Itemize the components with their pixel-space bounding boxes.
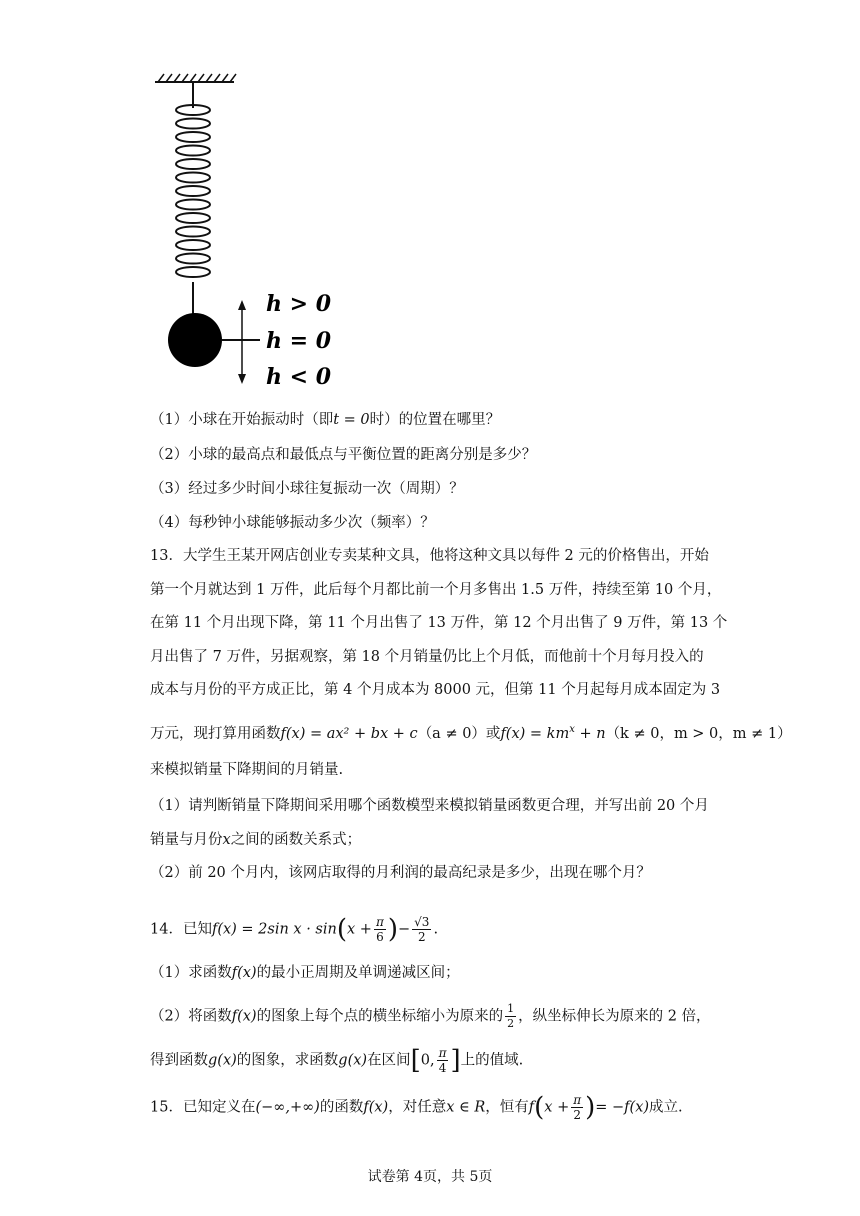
label-h-positive: h > 0 — [266, 291, 332, 317]
q13-sub1b: 销量与月份x之间的函数关系式； — [150, 832, 362, 848]
q13-line2: 第一个月就达到 1 万件，此后每个月都比前一个月多售出 1.5 万件，持续至第 10 个月， — [150, 582, 722, 598]
q12-sub3: （3）经过多少时间小球往复振动一次（周期）？ — [150, 481, 464, 497]
spring-coil — [176, 227, 210, 237]
frac-pi-6: $\frac{\pi}{6}$ — [375, 915, 384, 944]
spring-diagram — [150, 68, 350, 398]
frac-pi-2: $\frac{\pi}{2}$ — [573, 1093, 582, 1122]
label-h-negative: h < 0 — [266, 364, 332, 390]
q13-sub2: （2）前 20 个月内，该网店取得的月利润的最高纪录是多少，出现在哪个月？ — [150, 865, 651, 881]
spring-coil — [176, 200, 210, 210]
spring-coil — [176, 119, 210, 129]
spring-coil — [176, 267, 210, 277]
frac-pi-4: $\frac{\pi}{4}$ — [438, 1046, 447, 1075]
ball — [168, 313, 222, 367]
q13-line1: 13．大学生王某开网店创业专卖某种文具，他将这种文具以每件 2 元的价格售出，开始 — [150, 548, 709, 564]
q14-sub2b: 得到函数g(x)的图象，求函数g(x)在区间[0, $\frac{\pi}{4}$ ]上的值域. — [150, 1045, 524, 1076]
q14-sub2: （2）将函数f(x)的图象上每个点的横坐标缩小为原来的 $\frac{1}{2}$ ，纵坐标伸长为原来的 2 倍， — [150, 1002, 711, 1030]
spring-coil — [176, 159, 210, 169]
spring-coil — [176, 254, 210, 264]
spring-coil — [176, 132, 210, 142]
q14-sub1: （1）求函数f(x)的最小正周期及单调递减区间； — [150, 965, 460, 981]
frac-sqrt3-2: $\frac{√3}{2}$ — [414, 915, 430, 944]
spring-oscillator-figure — [150, 68, 350, 398]
q13-line5: 成本与月份的平方成正比，第 4 个月成本为 8000 元，但第 11 个月起每月成本固定为 3 — [150, 682, 721, 698]
spring-coil — [176, 186, 210, 196]
spring-coil — [176, 146, 210, 156]
q13-line6: 万元，现打算用函数f(x) = ax² + bx + c（a ≠ 0）或$f(x) = km^x + n(k \ne 0$，m > 0，m ≠ 1） — [150, 724, 792, 742]
spring-coil — [176, 173, 210, 183]
q14-stem: 14．已知f(x) = 2sin x · sin(x + $\frac{\pi}{6}$ )− $\frac{√3}{2}$ . — [150, 914, 439, 945]
q13-line4: 月出售了 7 万件，另据观察，第 18 个月销量仍比上个月低，而他前十个月每月投入的 — [150, 649, 704, 665]
page-footer: 试卷第 4页，共 5页 — [367, 1169, 493, 1185]
q13-line7: 来模拟销量下降期间的月销量. — [150, 762, 344, 778]
frac-1-2: $\frac{1}{2}$ — [507, 1002, 515, 1030]
q15-stem: 15．已知定义在(−∞,+∞)的函数f(x)，对任意x ∈ R，恒有f(x + $\frac{\pi}{2}$ )= −f(x)成立. — [150, 1092, 683, 1123]
spring-coil — [176, 240, 210, 250]
q12-sub2: （2）小球的最高点和最低点与平衡位置的距离分别是多少？ — [150, 447, 537, 463]
q13-line3: 在第 11 个月出现下降，第 11 个月出售了 13 万件，第 12 个月出售了 9 万件，第 13 个 — [150, 615, 728, 631]
spring-coil — [176, 213, 210, 223]
q13-sub1a: （1）请判断销量下降期间采用哪个函数模型来模拟销量函数更合理，并写出前 20 个月 — [150, 798, 709, 814]
label-h-zero: h = 0 — [266, 328, 332, 354]
q12-sub4: （4）每秒钟小球能够振动多少次（频率）？ — [150, 515, 435, 531]
q12-sub1: （1）小球在开始振动时（即t = 0时）的位置在哪里？ — [150, 412, 501, 428]
